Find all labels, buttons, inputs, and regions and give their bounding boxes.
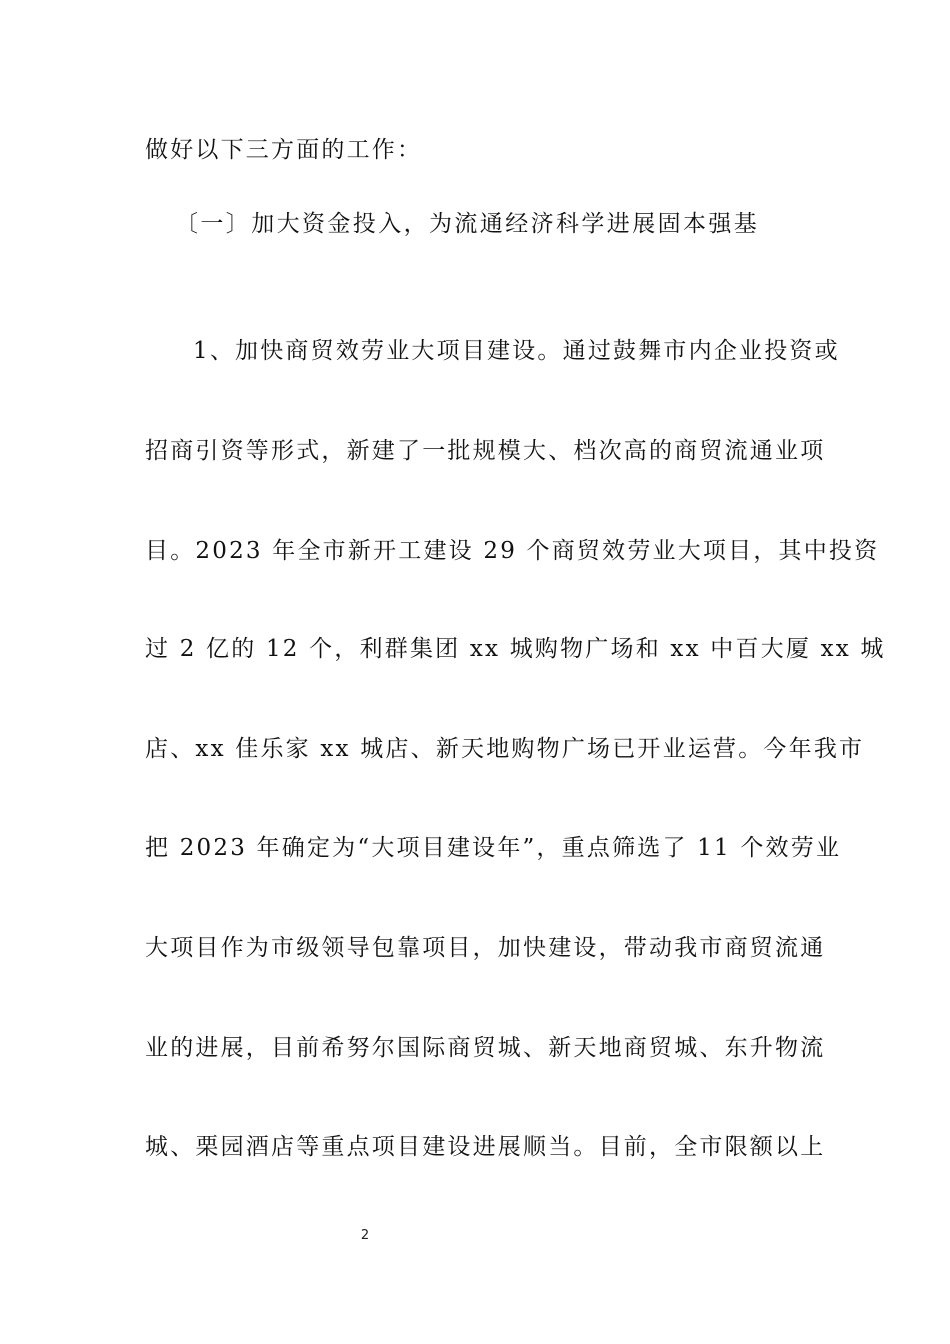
text-line: 城、栗园酒店等重点项目建设进展顺当。目前，全市限额以上 xyxy=(145,1134,826,1160)
text-line: 做好以下三方面的工作： xyxy=(145,137,423,163)
text-line: 店、xx 佳乐家 xx 城店、新天地购物广场已开业运营。今年我市 xyxy=(145,736,865,762)
text-line: 把 2023 年确定为“大项目建设年”，重点筛选了 11 个效劳业 xyxy=(145,835,842,861)
text-line: 业的进展，目前希努尔国际商贸城、新天地商贸城、东升物流 xyxy=(145,1035,826,1061)
text-line: 大项目作为市级领导包靠项目，加快建设，带动我市商贸流通 xyxy=(145,935,826,961)
page-number: 2 xyxy=(360,1228,370,1243)
section-heading: 〔一〕加大资金投入，为流通经济科学进展固本强基 xyxy=(175,211,760,237)
text-line: 1、加快商贸效劳业大项目建设。通过鼓舞市内企业投资或 xyxy=(193,338,840,364)
text-line: 过 2 亿的 12 个，利群集团 xx 城购物广场和 xx 中百大厦 xx 城 xyxy=(145,636,886,662)
text-line: 招商引资等形式，新建了一批规模大、档次高的商贸流通业项 xyxy=(145,438,826,464)
text-line: 目。2023 年全市新开工建设 29 个商贸效劳业大项目，其中投资 xyxy=(145,538,880,564)
